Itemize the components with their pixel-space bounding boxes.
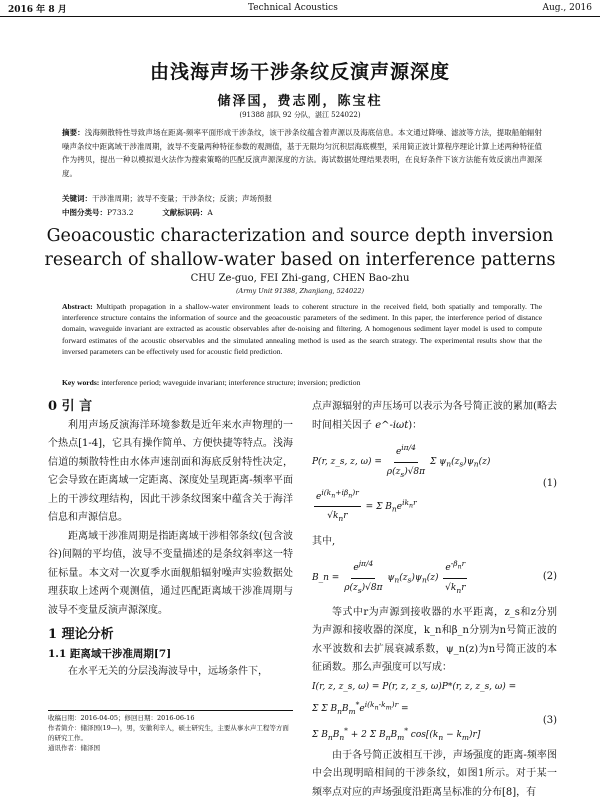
eq2-lhs: B_n = [312,572,340,583]
eq3-number: (3) [542,715,557,727]
title-chinese: 由浅海声场干涉条纹反演声源深度 [149,61,450,83]
section-0-paragraph-2: 距离域干涉准周期是指距离域干涉相邻条纹(包含波谷)间隔的平均值，波导不变量描述的是条纹斜率这一特征标量。本文对一次夏季水面舰船辐射噪声实验数据处理获取上述两个观测值，通过匹配距离域干涉准周期与波导不变量反演声源深度。 [48,530,293,616]
right-p1-end: )： [408,419,423,431]
affiliation-english: (Army Unit 91388, Zhanjiang, 524022) [235,287,365,295]
eq3-lhs: I(r, z, z_s, ω) = P(r, z, z_s, ω)P*(r, z, z_s, ω) = [312,681,517,692]
subsection-1-1-heading: 1.1 距离域干涉准周期[7] [48,647,172,660]
left-column [48,398,293,682]
where-text: 其中, [312,535,336,547]
equation-3: I(r, z, z_s, ω) = P(r, z, z_s, ω)P*(r, z, z_s, ω) = Σ Σ $B_nB_m^*e^{i(k_n-k_m)r}$ = Σ $B_nB_n^* + 2$ Σ $B_nB_m^*$ $\cos[(k_n - k_m)r]$ (3) [312,678,557,747]
right-paragraph-1 [312,398,557,435]
abstract-en-text: Multipath propagation in a shallow-water environment leads to coherent structure in the received field, both spatially and temporally. The interference structure contains the information of source and the geoacoustic parameters of the sediment. In this paper, the interference period of distance domain, waveguide invariant are extracted as acoustic observables after de-noising and filtering. A homogenous sediment layer model is used to compute forward estimates of the acoustic observables and the simulated annealing method is used as the search strategy. The experimental results show that the inversed parameters can be effectively used for acoustic field prediction. [62,302,542,356]
eq2-number: (2) [542,571,557,583]
clc-label: 中图分类号： [62,208,107,217]
right-p1-text: 点声源辐射的声压场可以表示为各号简正波的累加(略去时间相关因子 [312,401,557,431]
equation-2: B_n = $\frac{e^{j\pi/4}}{\rho(z_s)√8\pi}$ $\psi_n(z_s)\psi_n(z)$ $\frac{e^{-\beta_nr}}{√k_nr}$ (2) [312,555,557,600]
header-journal: Technical Acoustics [248,3,338,13]
keywords-en-label: Key words: [62,378,100,387]
header-date: 2016 年 8 月 [8,5,67,15]
abstract-cn-label: 摘要： [62,128,85,137]
footnote-received: 收稿日期：2016-04-05；修回日期：2016-06-16 [48,714,195,722]
keywords-cn-text: 干涉准周期；波导不变量；干涉条纹；反演；声场预报 [92,194,272,203]
abstract-en-label: Abstract: [62,302,93,311]
section-0-heading: 0 引 言 [48,399,93,414]
classification-chinese [62,207,542,218]
eq1-number: (1) [542,477,557,489]
eq1-lhs: P(r, z_s, z, ω) = [312,456,382,467]
running-header [0,0,600,17]
right-column [312,398,557,802]
equation-1: P(r, z_s, z, ω) = $\frac{e^{i\pi/4}}{\rho(z_s)√8\pi}$ Σ $\psi_n(z_s)\psi_n(z)$ $\frac{e^{i(k_n+i\beta_n)r}}{√k_nr}$ = Σ $B_ne^{ik_nr}$ (1) [312,439,557,529]
section-0-paragraph-1: 利用声场反演海洋环境参数是近年来水声物理的一个热点[1-4]，它具有操作简单、方便快捷等特点。浅海信道的频散特性由水体声速剖面和海底反射特性决定，它会导致在距离域一定距离、深度处呈现距离-频率平面上的干涉纹理结构，因此干涉条纹图案中蕴含关于海洋信息和声源信息。 [48,419,293,523]
time-factor: e^-iωt [375,419,409,431]
footnote-contact: 通讯作者：储泽国 [48,744,100,752]
clc-value: P733.2 [107,208,134,217]
footnote-author: 作者简介：储泽国(19—)，男，安徽利辛人，硕士研究生，主要从事水声工程等方面的研究工作。 [48,724,289,742]
footnotes [48,710,293,753]
keywords-english [62,378,542,387]
abstract-english [62,301,542,357]
authors-english: CHU Ze-guo, FEI Zhi-gang, CHEN Bao-zhu [190,273,410,284]
abstract-chinese [62,126,542,180]
authors-chinese: 储泽国，费志刚，陈宝柱 [217,94,383,109]
right-paragraph-2: 等式中r为声源到接收器的水平距离，z_s和z分别为声源和接收器的深度，k_n和β_n分别为n号简正波的水平波数和去扩展衰减系数，ψ_n(z)为n号简正波的本征函数。那么声强度可以写成： [312,606,557,674]
doc-code-label: 文献标识码： [162,208,208,217]
header-date-en: Aug., 2016 [542,3,592,13]
section-1-heading: 1 理论分析 [48,627,114,642]
keywords-cn-label: 关键词： [62,194,92,203]
affiliation-chinese: (91388 部队 92 分队，湛江 524022) [239,111,361,119]
title-english: Geoacoustic characterization and source depth inversion research of shallow-water based on interference patterns [44,226,556,270]
right-paragraph-3: 由于各号简正波相互干涉，声场强度的距离-频率图中会出现明暗相间的干涉条纹，如图1所示。对于某一频率点对应的声场强度沿距离呈标准的分布[8]，有 [312,749,557,798]
section-1-paragraph-1: 在水平无关的分层浅海波导中，远场条件下， [68,666,268,677]
keywords-en-text: interference period; waveguide invariant; interference structure; inversion; prediction [101,378,361,387]
keywords-chinese [62,193,542,204]
abstract-cn-text: 浅海频散特性导致声场在距离-频率平面形成干涉条纹，该干涉条纹蕴含着声源以及海底信息。本文通过降噪、滤波等方法，提取船舶辐射噪声条纹中距离域干涉准周期，波导不变量两种特征参数的观测值，基于无限均匀沉积层海底模型，采用简正波计算程序理论计算上述两种特征值作为拷贝，提出一种以模拟退火法作为搜索策略的匹配反演声源深度的方法。海试数据处理结果表明，在良好条件下该方法能有效反演出声源深度。 [62,128,543,178]
doc-code-value: A [207,208,213,217]
